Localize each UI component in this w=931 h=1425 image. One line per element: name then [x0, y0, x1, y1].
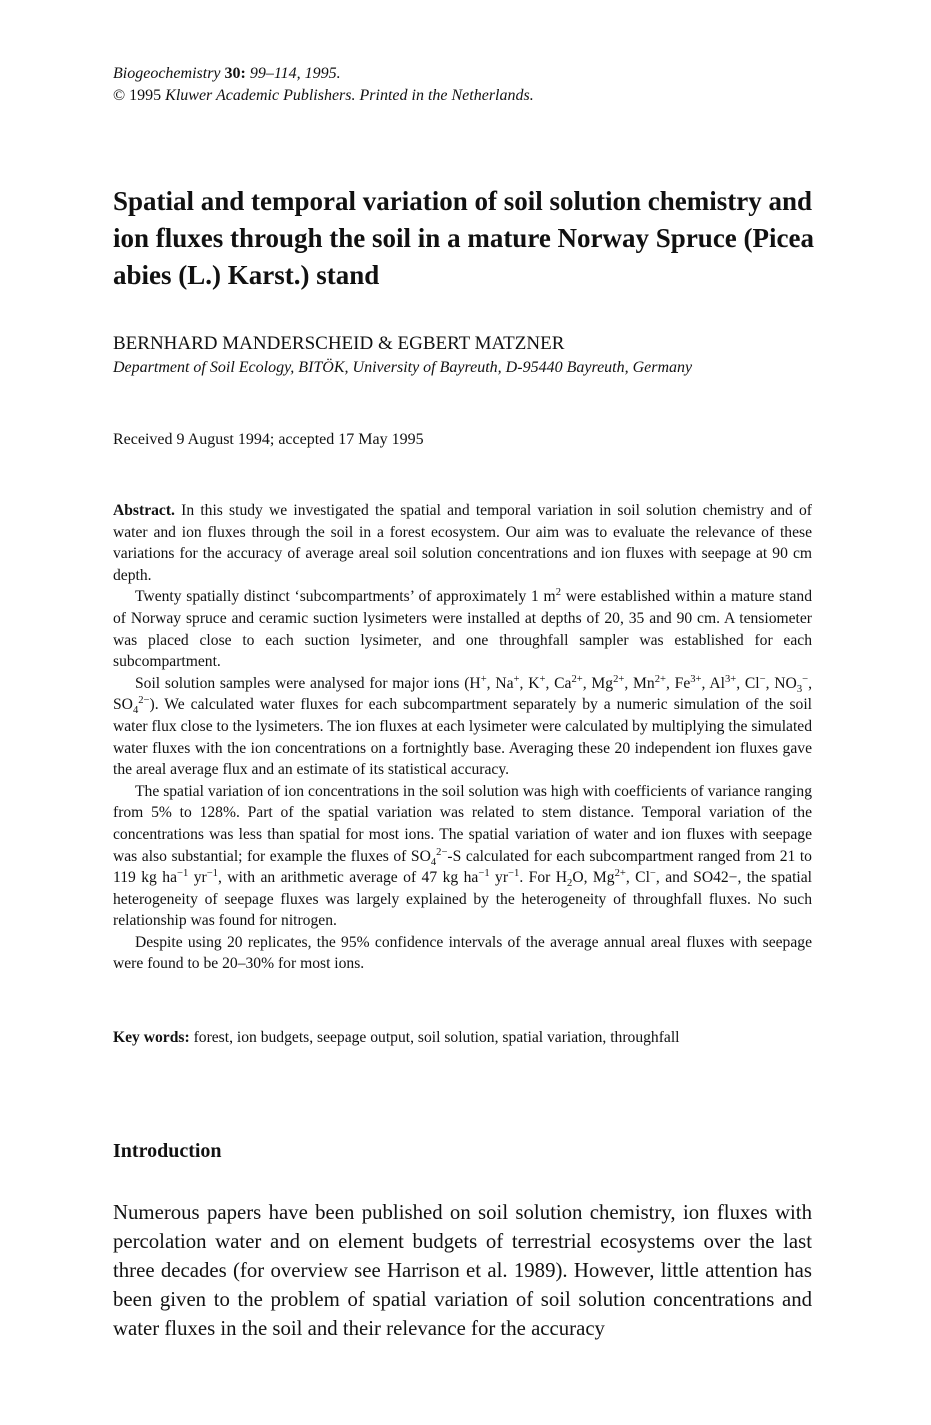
copyright-year: 1995 — [129, 87, 162, 104]
copyright-line — [113, 86, 534, 106]
abstract-paragraph-2: Twenty spatially distinct ‘subcompartments’ of approximately 1 $m^2$ were established within a mature stand of Norway spruce and ceramic suction lysimeters were installed at depths of 20, 35 and 90 cm. A tensiometer was placed close to each suction lysimeter, and one throughfall sampler was established for each subcompartment. — [113, 587, 812, 671]
keywords-label: Key words: — [113, 1029, 190, 1046]
paper-title: Spatial and temporal variation of soil solution chemistry and ion fluxes through the soil in a mature Norway Spruce (Picea abies (L.) Karst.) stand — [113, 186, 814, 290]
abstract-paragraph-1: Abstract. In this study we investigated the spatial and temporal variation in soil solution chemistry and of water and ion fluxes through the soil in a forest ecosystem. Our aim was to evaluate the relevance of these variations for the accuracy of average areal soil solution concentrations and ion fluxes with seepage at 90 cm depth. — [113, 502, 812, 584]
abstract-label: Abstract. — [113, 502, 175, 519]
species-list: $H_2O$, $Mg^{2+}$, Cl−, and SO42− — [555, 867, 738, 890]
abstract — [113, 500, 812, 975]
journal-volume: 30: — [224, 65, 246, 82]
introduction-text: Numerous papers have been published on soil solution chemistry, ion fluxes with percolation water and on element budgets of terrestrial ecosystems over the last three decades (for overview see Harrison et al. 1989). However, little attention has been given to the problem of spatial variation of soil solution concentrations and water fluxes in the soil and their relevance for the accuracy — [113, 1201, 812, 1340]
copyright-symbol: © — [113, 87, 126, 104]
received-dates: Received 9 August 1994; accepted 17 May 1995 — [113, 431, 424, 448]
section-heading-introduction: Introduction — [113, 1140, 222, 1162]
journal-citation — [113, 64, 341, 84]
flux-unit-repeat: kg $ha^{-1}$ $yr^{-1}$ — [442, 867, 520, 887]
keywords — [113, 1028, 812, 1048]
authors: BERNHARD MANDERSCHEID & EGBERT MATZNER — [113, 333, 565, 354]
publisher: Kluwer Academic Publishers. — [165, 87, 356, 104]
affiliation: Department of Soil Ecology, BITÖK, University of Bayreuth, D-95440 Bayreuth, Germany — [113, 359, 693, 376]
ion-list: H+, Na+, K+, $Ca^{2+}$, $Mg^{2+}$, $Mn^{2+}$, $Fe^{3+}$, $Al^{3+}$, Cl−, $NO_3^-$, $SO_4^{2-}$ — [113, 673, 812, 717]
journal-name: Biogeochemistry — [113, 65, 221, 82]
flux-unit: kg $ha^{-1}$ $yr^{-1}$ — [141, 867, 218, 887]
abstract-paragraph-4: The spatial variation of ion concentrations in the soil solution was high with coefficients of variance ranging from 5% to 128%. Part of the spatial variation was related to stem distance. Temporal variation of the concentrations was less than spatial for most ions. The spatial variation of water and ion fluxes with seepage was also substantial; for example the fluxes of $SO_4^{2-}-S$ calculated for each subcompartment ranged from 21 to 119 kg $ha^{-1}$ $yr^{-1}$, with an arithmetic average of 47 kg $ha^{-1}$ $yr^{-1}$. For $H_2O$, $Mg^{2+}$, Cl−, and SO42−, the spatial heterogeneity of seepage fluxes was largely explained by the heterogeneity of throughfall fluxes. No such relationship was found for nitrogen. — [113, 782, 812, 930]
printed-note: Printed in the Netherlands. — [359, 87, 534, 104]
sulfate-sulfur: $SO_4^{2-}-S$ — [410, 846, 462, 868]
journal-pages: 99–114, 1995. — [249, 65, 341, 82]
keywords-text: forest, ion budgets, seepage output, soil solution, spatial variation, throughfall — [193, 1029, 680, 1046]
abstract-paragraph-3: Soil solution samples were analysed for major ions (H+, Na+, K+, $Ca^{2+}$, $Mg^{2+}$, $Mn^{2+}$, $Fe^{3+}$, $Al^{3+}$, Cl−, $NO_3^-$, $SO_4^{2-}$). We calculated water fluxes for each subcompartment separately by a numeric simulation of the soil water flux close to the lysimeters. The ion fluxes at each lysimeter were calculated by multiplying the simulated water fluxes with the ion concentrations on a fortnightly base. Averaging these 20 independent ion fluxes gave the areal average flux and an estimate of its statistical accuracy. — [113, 673, 812, 779]
abstract-paragraph-5: Despite using 20 replicates, the 95% confidence intervals of the average annual areal fluxes with seepage were found to be 20–30% for most ions. — [113, 933, 812, 973]
